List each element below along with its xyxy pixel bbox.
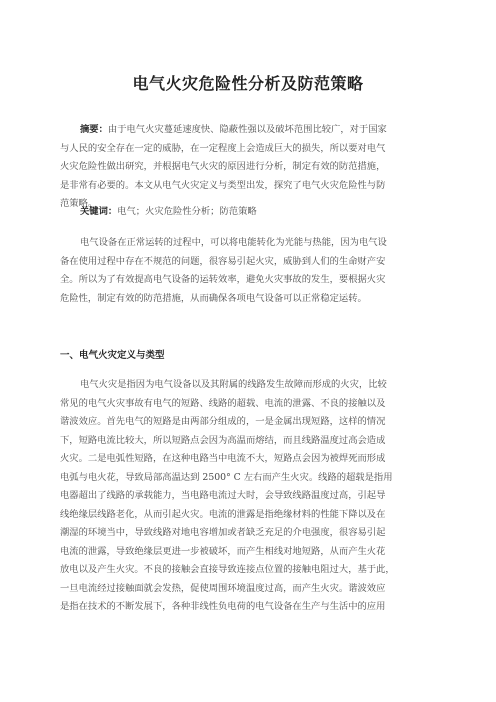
intro-line: 全。所以为了有效提高电气设备的运转效率，避免火灾事故的发生，要根据火灾: [60, 274, 386, 285]
page-title: 电气火灾危险性分析及防范策略: [132, 74, 364, 93]
keywords-text: 电气；火灾危险性分析；防范策略: [117, 206, 257, 217]
abstract-line: 范策略。: [60, 198, 98, 209]
section1-line: 电弧与电火花，导致局部高温达到 2500° C 左右而产生火灾。线路的超载是指用: [60, 471, 393, 483]
abstract-line: 火灾危险性做出研究，并根据电气火灾的原因进行分析，制定有效的防范措施，: [60, 161, 386, 172]
keywords-paragraph: [60, 203, 440, 222]
section1-line: 电气火灾是指因为电气设备以及其附属的线路发生故障而形成的火灾，比较: [80, 379, 387, 390]
section1-paragraph: [60, 376, 440, 617]
keywords-line: [60, 203, 440, 222]
section1-line: 谐波效应。首先电气的短路是由两部分组成的，一是金属出现短路，这样的情况: [60, 416, 386, 427]
abstract-line: [60, 121, 440, 140]
abstract-line: 是非常有必要的。本文从电气火灾定义与类型出发，探究了电气火灾危险性与防: [60, 179, 386, 191]
intro-line: 危险性，制定有效的防范措施，从而确保各项电气设备可以正常稳定运转。: [60, 292, 367, 304]
section1-line: 放电以及产生火灾。不良的接触会直接导致连接点位置的接触电阻过大，基于此，: [60, 564, 395, 575]
section1-line: 是指在技术的不断发展下，各种非线性负电荷的电气设备在生产与生活中的应用: [60, 601, 386, 612]
section1-line: 电器超出了线路的承载能力，当电路电流过大时，会导致线路温度过高，引起导: [60, 490, 386, 501]
section1-line: 火灾。二是电弧性短路，在这种电路当中电流不大，短路点会因为被焊死而形成: [60, 453, 386, 464]
intro-line: 电气设备在正常运转的过程中，可以将电能转化为光能与热能，因为电气设: [80, 237, 387, 248]
intro-line: 备在使用过程中存在不规范的问题，很容易引起火灾，威胁到人们的生命财产安: [60, 255, 386, 267]
section1-line: 常见的电气火灾事故有电气的短路、线路的超载、电流的泄露、不良的接触以及: [60, 397, 386, 409]
abstract-line: 与人民的安全存在一定的威胁，在一定程度上会造成巨大的损失，所以要对电气: [60, 142, 386, 154]
section1-line: 一旦电流经过接触面就会发热，促使周围环境温度过高，而产生火灾。谐波效应: [60, 582, 386, 594]
section-heading: 一、电气火灾定义与类型: [60, 350, 165, 361]
abstract-label: 摘要：: [80, 124, 108, 135]
abstract-paragraph: [60, 121, 440, 214]
abstract-text: 由于电气火灾蔓延速度快、隐蔽性强以及破坏范围比较广，对于国家: [107, 124, 387, 135]
section1-line: 线绝缘层线路老化，从而引起火灾。电流的泄露是指绝缘材料的性能下降以及在: [60, 508, 386, 520]
section1-line: 潮湿的环境当中，导致线路对地电容增加或者缺乏充足的介电强度，很容易引起: [60, 527, 386, 538]
section1-line: 电流的泄露，导致绝缘层更进一步被破坏，而产生相线对地短路，从而产生火花: [60, 545, 386, 557]
section1-line: 下，短路电流比较大，所以短路点会因为高温而熔结，而且线路温度过高会造成: [60, 434, 386, 446]
intro-paragraph: [60, 234, 440, 308]
keywords-label: 关键词：: [80, 206, 118, 217]
